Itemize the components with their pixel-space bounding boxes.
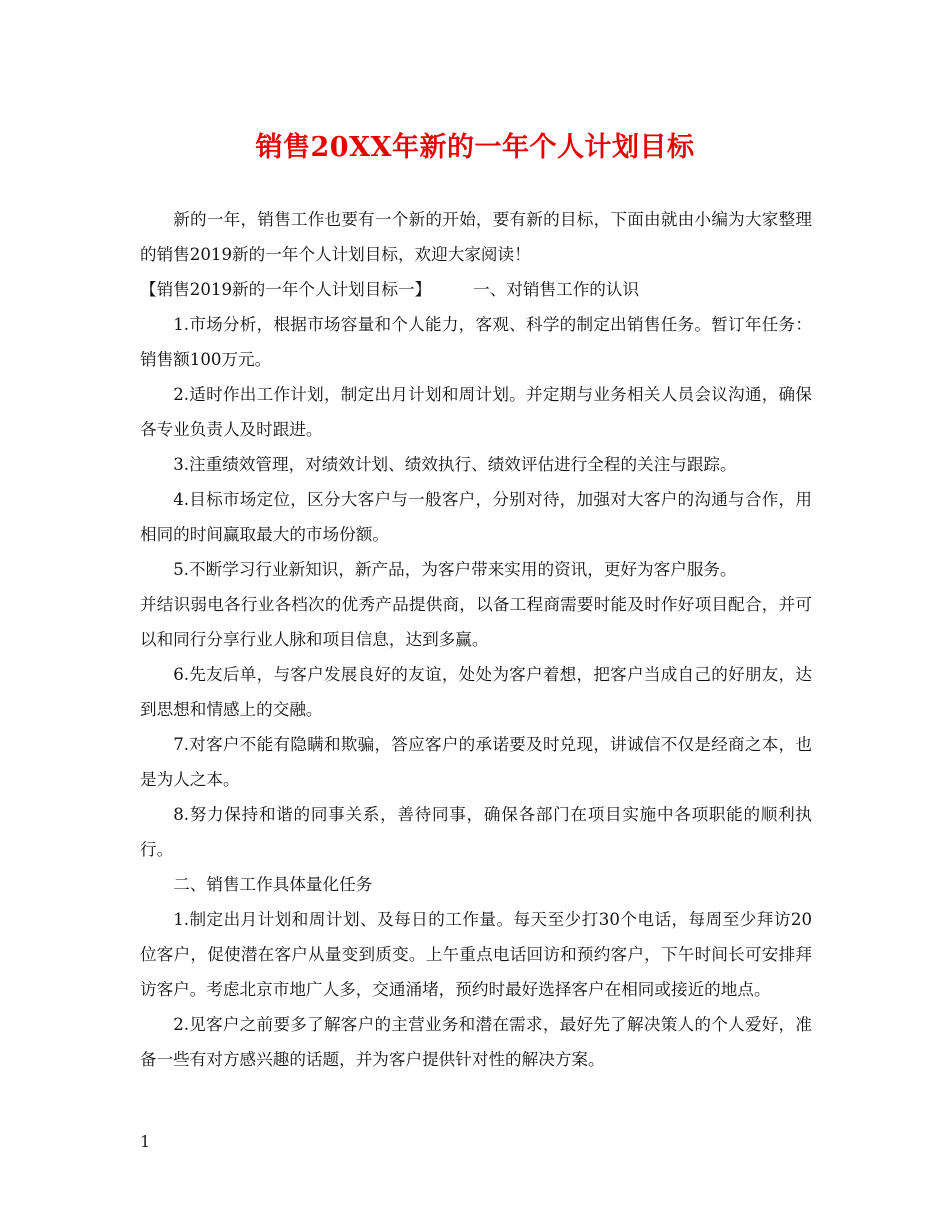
document-body xyxy=(140,202,812,1077)
list-item: 7.对客户不能有隐瞒和欺骗，答应客户的承诺要及时兑现，讲诚信不仅是经商之本，也是为人之本。 xyxy=(140,735,812,789)
section-bracket-title: 【销售2019新的一年个人计划目标一】 xyxy=(140,280,432,299)
document-title: 销售20XX年新的一年个人计划目标 xyxy=(255,132,695,163)
list-item: 3.注重绩效管理，对绩效计划、绩效执行、绩效评估进行全程的关注与跟踪。 xyxy=(173,455,737,474)
list-item: 2.适时作出工作计划，制定出月计划和周计划。并定期与业务相关人员会议沟通，确保各专业负责人及时跟进。 xyxy=(140,385,812,439)
section-heading-2: 二、销售工作具体量化任务 xyxy=(173,875,373,894)
list-item: 6.先友后单，与客户发展良好的友谊，处处为客户着想，把客户当成自己的好朋友，达到思想和情感上的交融。 xyxy=(140,665,812,719)
section-heading-1: 一、对销售工作的认识 xyxy=(473,280,640,299)
page-number: 1 xyxy=(140,1132,151,1151)
list-item: 1.制定出月计划和周计划、及每日的工作量。每天至少打30个电话，每周至少拜访20位客户，促使潜在客户从量变到质变。上午重点电话回访和预约客户，下午时间长可安排拜访客户。考虑北京市地广人多，交通涌堵，预约时最好选择客户在相同或接近的地点。 xyxy=(140,910,812,999)
list-item: 8.努力保持和谐的同事关系，善待同事，确保各部门在项目实施中各项职能的顺利执行。 xyxy=(140,805,812,859)
list-item-continuation: 并结识弱电各行业各档次的优秀产品提供商，以备工程商需要时能及时作好项目配合，并可以和同行分享行业人脉和项目信息，达到多赢。 xyxy=(140,595,812,649)
list-item: 2.见客户之前要多了解客户的主营业务和潜在需求，最好先了解决策人的个人爱好，准备一些有对方感兴趣的话题，并为客户提供针对性的解决方案。 xyxy=(140,1015,812,1069)
list-item: 1.市场分析，根据市场容量和个人能力，客观、科学的制定出销售任务。暂订年任务：销售额100万元。 xyxy=(140,315,812,369)
list-item: 5.不断学习行业新知识，新产品，为客户带来实用的资讯，更好为客户服务。 xyxy=(173,560,737,579)
list-item: 4.目标市场定位，区分大客户与一般客户，分别对待，加强对大客户的沟通与合作，用相同的时间赢取最大的市场份额。 xyxy=(140,490,812,544)
intro-paragraph: 新的一年，销售工作也要有一个新的开始，要有新的目标，下面由就由小编为大家整理的销售2019新的一年个人计划目标，欢迎大家阅读！ xyxy=(140,210,812,264)
section-heading-line xyxy=(140,272,812,307)
